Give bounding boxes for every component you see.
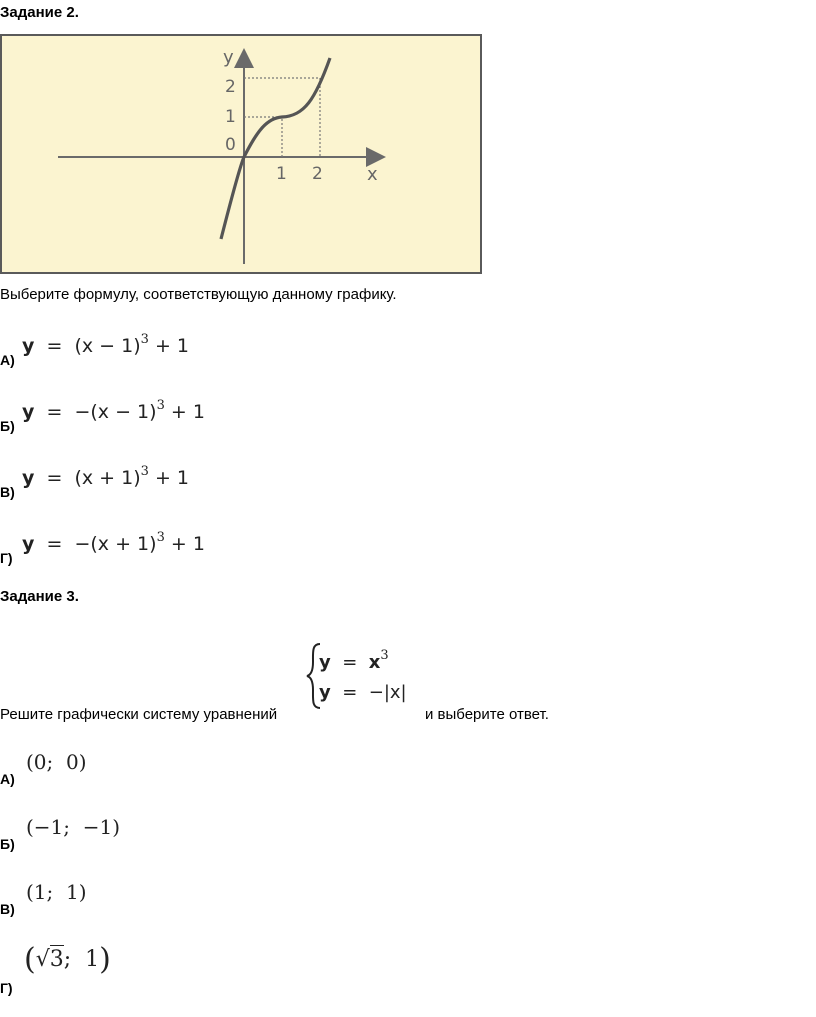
task2-title: Задание 2.: [0, 4, 79, 21]
task2-option-g-label: Г): [0, 550, 13, 566]
task2-option-b-label: Б): [0, 418, 15, 434]
task3-prompt-after: и выберите ответ.: [425, 706, 549, 723]
task3-option-v-value: (1; 1): [26, 880, 87, 904]
task3-option-v-label: В): [0, 901, 15, 917]
task3-option-b-value: (−1; −1): [26, 815, 121, 839]
task3-option-g-value: (√3; 1): [24, 942, 111, 977]
y-tick-1: 1: [225, 107, 236, 127]
x-tick-2: 2: [312, 164, 323, 184]
task3-title: Задание 3.: [0, 588, 79, 605]
system-eq1: $y = x^3$: [319, 648, 389, 673]
task2-option-b-formula: $y = -(x - 1)^3 + 1$: [22, 398, 205, 423]
task3-option-a-label: А): [0, 771, 15, 787]
task2-prompt: Выберите формулу, соответствующую данному графику.: [0, 286, 397, 303]
task3-option-b-label: Б): [0, 836, 15, 852]
y-tick-2: 2: [225, 77, 236, 97]
task3-option-a-value: (0; 0): [26, 750, 87, 774]
graph-svg: [2, 36, 484, 276]
equation-system: [305, 640, 415, 712]
task2-option-g-formula: $y = -(x + 1)^3 + 1$: [22, 530, 205, 555]
task2-option-v-label: В): [0, 484, 15, 500]
origin-label: 0: [225, 135, 236, 155]
task2-option-a-label: А): [0, 352, 15, 368]
task3-prompt-before: Решите графически систему уравнений: [0, 706, 278, 723]
guide-point-1-1: [244, 117, 282, 157]
function-graph: [0, 34, 482, 274]
task2-option-v-formula: $y = (x + 1)^3 + 1$: [22, 464, 190, 489]
y-axis-label: y: [223, 47, 234, 68]
system-eq2: y = −|x|: [319, 682, 407, 703]
task3-option-g-label: Г): [0, 980, 13, 996]
x-axis-label: x: [367, 164, 378, 185]
cubic-curve: [221, 58, 330, 239]
x-tick-1: 1: [276, 164, 287, 184]
task2-option-a-formula: $y = (x - 1)^3 + 1$: [22, 332, 190, 357]
